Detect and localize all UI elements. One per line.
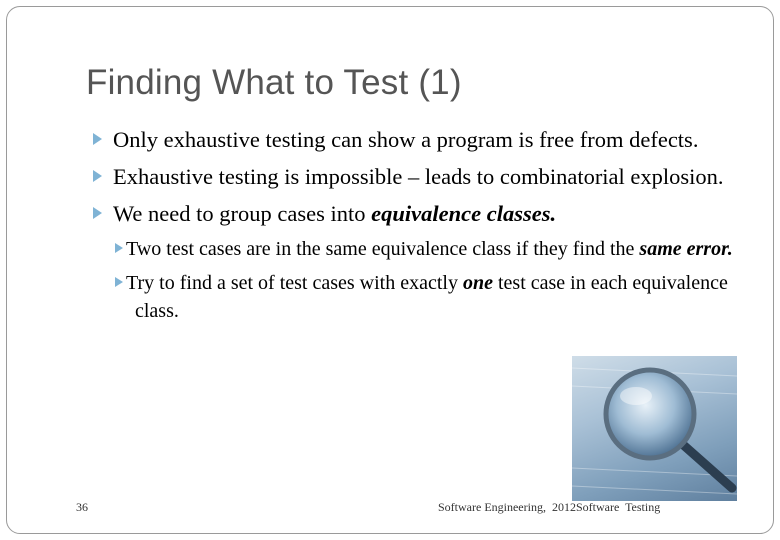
bullet-text: We need to group cases into [113, 201, 372, 226]
footer-text: Software Engineering, 2012Software Testing [438, 500, 661, 514]
magnifying-glass-photo [572, 356, 737, 501]
bullet-text: Two test cases are in the same equivalence class if they find the [126, 238, 640, 260]
bullet-text: Exhaustive testing is impossible – leads to combinatorial explosion. [113, 164, 724, 189]
bullet-arrow-icon [93, 207, 102, 219]
bullet-list [93, 124, 733, 331]
bullet-emphasis: equivalence classes. [371, 201, 557, 226]
slide-title: Finding What to Test (1) [86, 63, 462, 102]
magnifying-glass-icon [572, 356, 737, 501]
bullet-item [93, 161, 733, 192]
page-number: 36 [76, 500, 88, 514]
sub-bullet-item [115, 269, 733, 325]
bullet-item [93, 198, 733, 229]
sub-bullet-item [115, 235, 733, 263]
bullet-text: Try to find a set of test cases with exactly [126, 272, 463, 294]
bullet-emphasis: one [462, 272, 493, 294]
bullet-emphasis: same error. [639, 238, 733, 260]
bullet-item [93, 124, 733, 155]
slide [6, 6, 774, 534]
bullet-arrow-icon [93, 133, 102, 145]
bullet-arrow-icon [115, 277, 123, 287]
bullet-arrow-icon [115, 243, 123, 253]
bullet-text: test case in each equivalence class. [135, 272, 728, 322]
bullet-text: Only exhaustive testing can show a program is free from defects. [113, 127, 699, 152]
bullet-arrow-icon [93, 170, 102, 182]
